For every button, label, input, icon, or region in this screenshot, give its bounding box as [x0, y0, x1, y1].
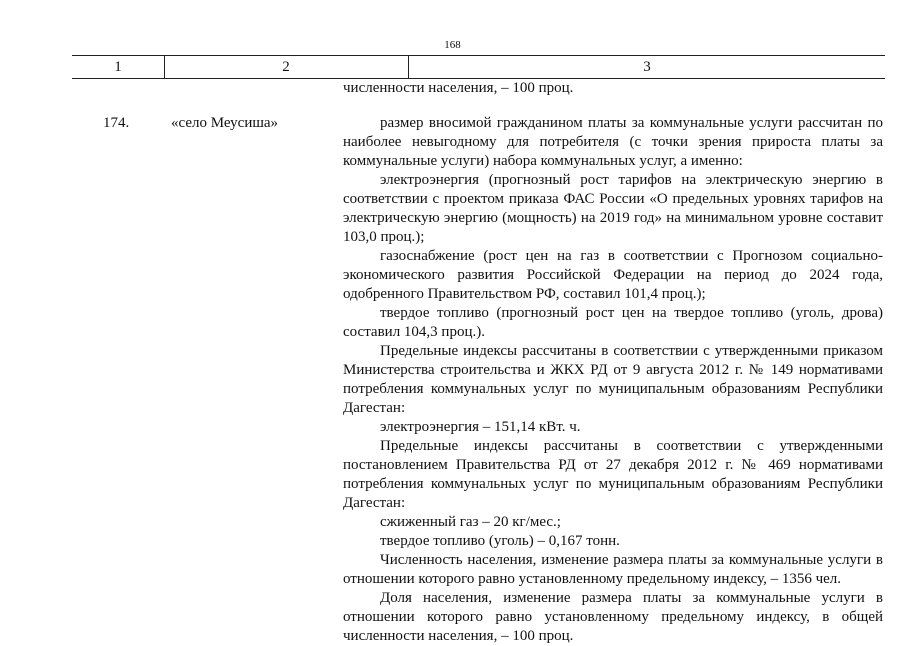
table-header [72, 55, 885, 79]
paragraph-order-149: Предельные индексы рассчитаны в соответствии с утвержденными приказом Министерства строительства и ЖКХ РД от 9 августа 2012 г. № 149 нормативами потребления коммунальных услуг по муниципальным образованиям Республики Дагестан: [343, 343, 883, 416]
row-number: 174. [103, 115, 130, 131]
row-settlement-name: «село Меусиша» [171, 115, 279, 131]
paragraph-population-count: Численность населения, изменение размера платы за коммунальные услуги в отношении которого равно установленному предельному индексу, – 1356 чел. [343, 552, 883, 587]
paragraph-intro: размер вносимой гражданином платы за коммунальные услуги рассчитан по наиболее невыгодному для потребителя (с точки зрения прироста платы за коммунальные услуги) набора коммунальных услуг, а именно: [343, 115, 883, 169]
paragraph-liquefied-gas-norm: сжиженный газ – 20 кг/мес.; [380, 514, 561, 530]
page-number: 168 [444, 39, 461, 51]
paragraph-gas-supply: газоснабжение (рост цен на газ в соответствии с Прогнозом социально-экономического развития Российской Федерации на период до 2024 года, одобренного Правительством РФ, составил 101,4 проц.); [343, 248, 883, 302]
paragraph-solid-fuel: твердое топливо (прогнозный рост цен на твердое топливо (уголь, дрова) составил 104,3 проц.). [343, 305, 883, 340]
paragraph-population-share: Доля населения, изменение размера платы за коммунальные услуги в отношении которого равно установленному предельному индексу, в общей численности населения, – 100 проц. [343, 590, 883, 644]
continuation-text: численности населения, – 100 проц. [343, 80, 574, 96]
table-header-col-1: 1 [72, 56, 165, 78]
paragraph-coal-norm: твердое топливо (уголь) – 0,167 тонн. [380, 533, 620, 549]
table-header-col-2: 2 [164, 56, 409, 78]
table-header-col-3: 3 [643, 59, 651, 75]
row-description [343, 114, 883, 646]
paragraph-electricity-tariff: электроэнергия (прогнозный рост тарифов на электрическую энергию в соответствии с проектом приказа ФАС России «О предельных уровнях тарифов на электрическую энергию (мощность) на 2019 год» на минимальном уровне составит 103,0 проц.); [343, 172, 883, 245]
paragraph-electricity-norm: электроэнергия – 151,14 кВт. ч. [380, 419, 581, 435]
paragraph-resolution-469: Предельные индексы рассчитаны в соответствии с утвержденными постановлением Правительства РД от 27 декабря 2012 г. № 469 нормативами потребления коммунальных услуг по муниципальным образованиям Республики Дагестан: [343, 438, 883, 511]
